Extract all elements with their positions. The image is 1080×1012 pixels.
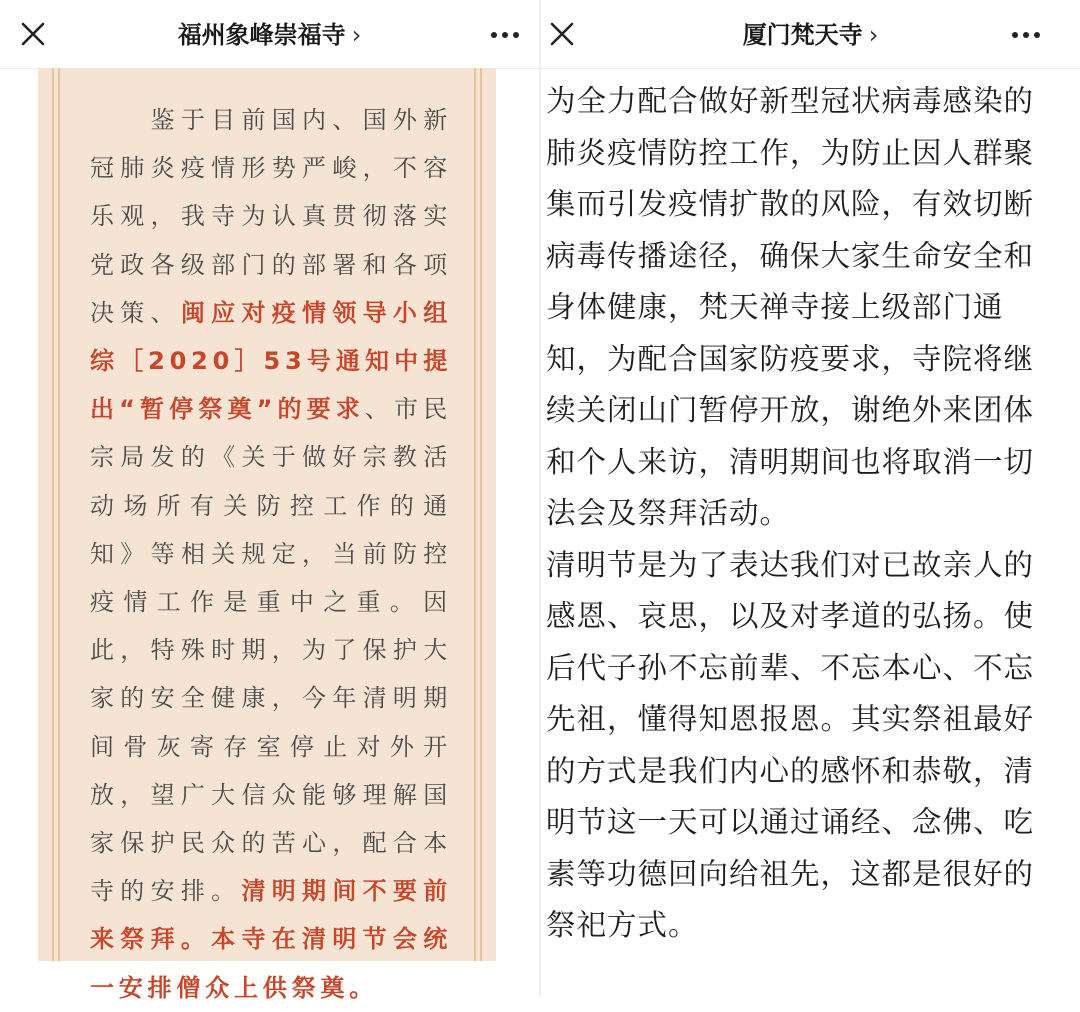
left-navbar bbox=[0, 0, 539, 69]
border-rail bbox=[480, 68, 482, 961]
left-more-button[interactable] bbox=[488, 22, 522, 48]
chevron-right-icon: › bbox=[351, 21, 362, 49]
notice-segment: 鉴于目前国内、国外新冠肺炎疫情形势严峻，不容乐观，我寺为认真贯彻落实党政各级部门的部署和各项决策、 bbox=[90, 106, 452, 327]
article-paragraph: 为全力配合做好新型冠状病毒感染的肺炎疫情防控工作，为防止因人群聚集而引发疫情扩散的风险，有效切断病毒传播途径，确保大家生命安全和身体健康，梵天禅寺接上级部门通知，为配合国家防疫要求，寺院将继续关闭山门暂停开放，谢绝外来团体和个人来访，清明期间也将取消一切法会及祭拜活动。 bbox=[546, 84, 1035, 530]
notice-segment: 、市民宗局发的《关于做好宗教活动场所有关防控工作的通知》等相关规定，当前防控疫情工作是重中之重。因此，特殊时期，为了保护大家的安全健康，今年清明期间骨灰寄存室停止对外开放，望广大信众能够理解国家保护民众的苦心，配合本寺的安排。 bbox=[90, 395, 452, 906]
article-body bbox=[546, 76, 1054, 952]
notice-highlight: 闽应对疫情领导小组综［2020］53号通知中提出“暂停祭奠”的要求 bbox=[90, 298, 452, 424]
window-divider bbox=[539, 0, 541, 997]
left-page-title: 福州象峰崇福寺 bbox=[177, 21, 346, 49]
left-title-link[interactable] bbox=[0, 18, 539, 52]
border-rail bbox=[58, 68, 60, 961]
article-paragraph: 清明节是为了表达我们对已故亲人的感恩、哀思，以及对孝道的弘扬。使后代子孙不忘前辈、不忘本心、不忘先祖，懂得知恩报恩。其实祭祖最好的方式是我们内心的感怀和恭敬，清明节这一天可以通过诵经、念佛、吃素等功德回向给祖先，这都是很好的祭祀方式。 bbox=[546, 547, 1035, 942]
right-title-link[interactable] bbox=[541, 18, 1080, 52]
right-page-title: 厦门梵天寺 bbox=[742, 21, 863, 49]
more-icon bbox=[1009, 22, 1043, 48]
more-icon bbox=[488, 22, 522, 48]
border-rail bbox=[474, 68, 476, 961]
notice-highlight: 清明期间不要前来祭拜。本寺在清明节会统一安排僧众上供祭奠。 bbox=[90, 877, 452, 1002]
notice-text bbox=[90, 96, 452, 1012]
notice-card bbox=[38, 68, 496, 1002]
chevron-right-icon: › bbox=[868, 21, 879, 49]
border-rail bbox=[52, 68, 54, 961]
right-more-button[interactable] bbox=[1009, 22, 1043, 48]
right-navbar bbox=[541, 0, 1080, 69]
